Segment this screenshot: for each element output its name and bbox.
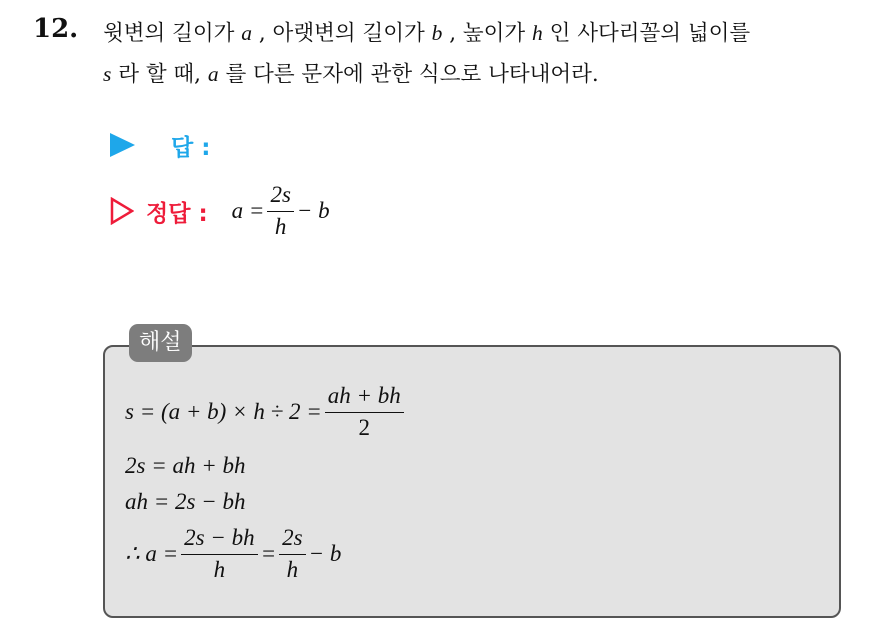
explanation-line-1-lhs: s = (a + b) × h ÷ 2 = — [125, 399, 322, 424]
math-variable: b — [431, 21, 443, 45]
question-text-segment: 를 다른 문자에 관한 식으로 나타내어라. — [218, 62, 599, 87]
explanation-line-1-numerator: ah + bh — [325, 384, 404, 412]
explanation-line-2: 2s = ah + bh — [125, 453, 246, 478]
explanation-line-4-fraction-1 — [181, 526, 257, 581]
solution-row — [110, 176, 330, 246]
question-text-segment: 인 사다리꼴의 넓이를 — [542, 21, 751, 46]
explanation-line-4-lhs: ∴ a = — [125, 541, 179, 566]
question-text-segment: , 아랫변의 길이가 — [252, 21, 432, 46]
explanation-line-1-denominator: 2 — [358, 414, 370, 440]
explanation-line-4 — [125, 522, 341, 586]
question-text-segment: , 높이가 — [442, 21, 533, 46]
explanation-tab: 해설 — [129, 324, 192, 362]
math-variable: h — [532, 21, 543, 45]
answer-label: 답 : — [171, 134, 211, 161]
play-triangle-icon — [110, 133, 135, 157]
outline-triangle-icon — [110, 197, 134, 225]
solution-formula — [232, 183, 330, 238]
solution-denominator: h — [274, 213, 287, 239]
explanation-line-4-numerator-1: 2s − bh — [181, 526, 257, 554]
explanation-line-4-rest: − b — [308, 541, 342, 566]
question-text-line-2 — [103, 57, 599, 88]
explanation-line-1 — [125, 380, 407, 444]
explanation-line-3: ah = 2s − bh — [125, 489, 246, 514]
solution-rest: − b — [296, 198, 330, 223]
question-text-line-1 — [103, 16, 750, 47]
question-number: 12. — [33, 14, 79, 44]
solution-label: 정답 : — [146, 200, 208, 227]
solution-numerator: 2s — [267, 183, 293, 211]
math-variable: s — [103, 62, 112, 86]
explanation-line-4-denominator-1: h — [213, 556, 226, 582]
solution-lhs: a = — [231, 198, 265, 223]
math-variable: a — [241, 21, 253, 45]
explanation-line-1-fraction — [325, 384, 404, 439]
answer-row — [110, 128, 210, 162]
explanation-line-4-equals: = — [260, 541, 277, 566]
solution-fraction — [267, 183, 293, 238]
math-variable: a — [207, 62, 219, 86]
explanation-line-4-numerator-2: 2s — [279, 526, 305, 554]
question-text-segment: 윗변의 길이가 — [103, 21, 242, 46]
explanation-line-4-denominator-2: h — [286, 556, 299, 582]
question-text-segment: 라 할 때, — [111, 62, 208, 87]
explanation-line-4-fraction-2 — [279, 526, 305, 581]
